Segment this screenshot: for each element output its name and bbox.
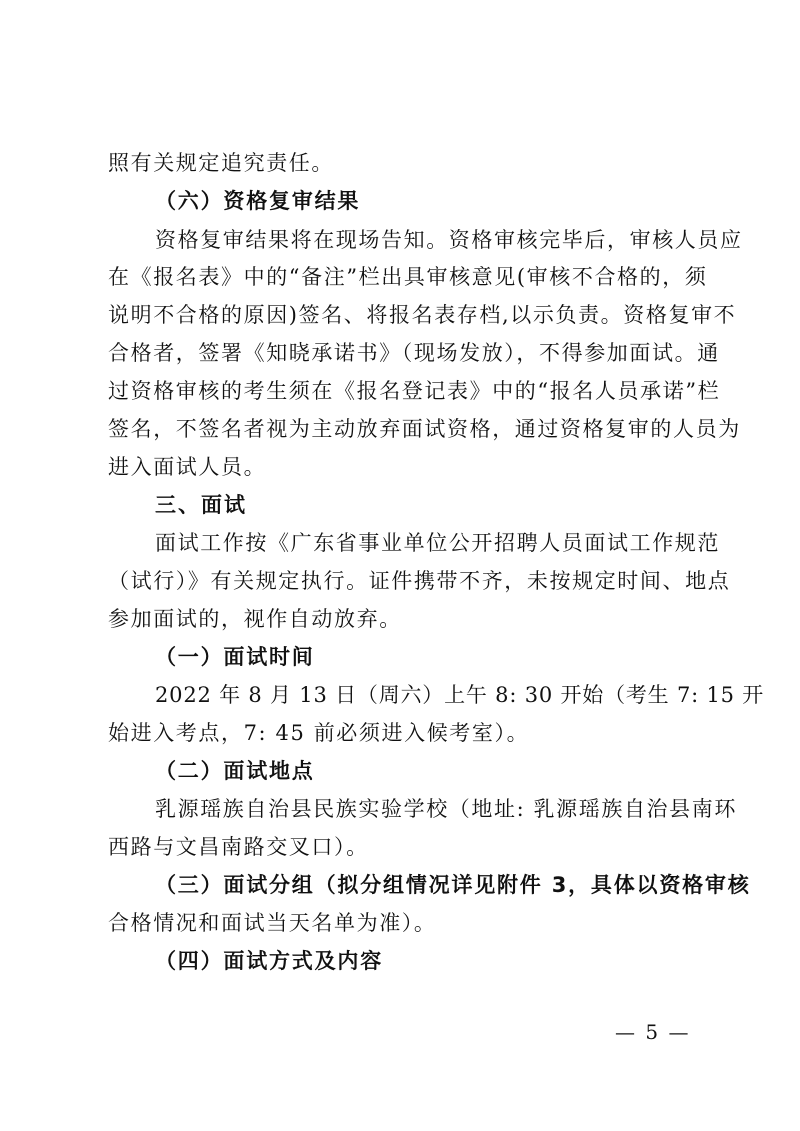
paragraph-line: 签名，不签名者视为主动放弃面试资格，通过资格复审的人员为 xyxy=(108,417,741,441)
paragraph-line: 参加面试的，视作自动放弃。 xyxy=(108,607,402,631)
paragraph-line: 在《报名表》中的“备注”栏出具审核意见(审核不合格的，须 xyxy=(108,265,708,289)
paragraph-line: （试行）》有关规定执行。证件携带不齐，未按规定时间、地点 xyxy=(108,569,731,593)
paragraph-line: 合格情况和面试当天名单为准）。 xyxy=(108,911,437,935)
paragraph-line: 过资格审核的考生须在《报名登记表》中的“报名人员承诺”栏 xyxy=(108,379,721,403)
paragraph-line: 照有关规定追究责任。 xyxy=(108,151,334,175)
paragraph-line: 进入面试人员。 xyxy=(108,455,267,479)
section-heading: 三、面试 xyxy=(155,493,247,517)
paragraph-line: 面试工作按《广东省事业单位公开招聘人员面试工作规范 xyxy=(155,531,720,555)
paragraph-line: 合格者，签署《知晓承诺书》（现场发放），不得参加面试。通 xyxy=(108,341,720,365)
section-subheading: （六）资格复审结果 xyxy=(155,189,361,213)
section-subheading: （四）面试方式及内容 xyxy=(155,949,383,973)
section-subheading: （三）面试分组（拟分组情况详见附件 3，具体以资格审核 xyxy=(155,873,751,897)
page-number: — 5 — xyxy=(615,1020,691,1044)
paragraph-line: 乳源瑶族自治县民族实验学校（地址: 乳源瑶族自治县南环 xyxy=(155,797,737,821)
paragraph-line: 2022 年 8 月 13 日（周六）上午 8: 30 开始（考生 7: 15 开 xyxy=(155,683,765,707)
section-subheading: （一）面试时间 xyxy=(155,645,315,669)
paragraph-line: 始进入考点，7: 45 前必须进入候考室）。 xyxy=(108,721,530,745)
paragraph-line: 说明不合格的原因)签名、将报名表存档,以示负责。资格复审不 xyxy=(108,303,737,327)
paragraph-line: 资格复审结果将在现场告知。资格审核完毕后，审核人员应 xyxy=(155,228,743,252)
paragraph-line: 西路与文昌南路交叉口）。 xyxy=(108,835,369,859)
section-subheading: （二）面试地点 xyxy=(155,759,315,783)
